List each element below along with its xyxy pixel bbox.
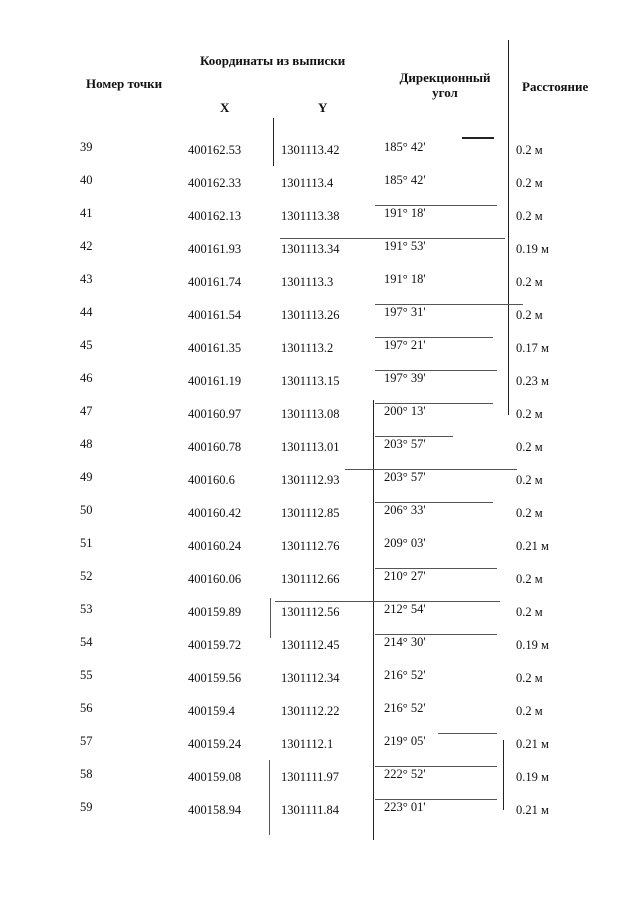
x-value: 400159.56 [188, 671, 242, 685]
direction-angle: 209° 03' [384, 536, 426, 550]
point-number: 56 [80, 701, 93, 715]
y-value: 1301112.56 [281, 605, 340, 619]
y-value: 1301112.1 [281, 737, 334, 751]
distance: 0.2 м [516, 407, 543, 421]
point-number: 50 [80, 503, 93, 517]
table-row [0, 140, 639, 173]
table-row [0, 668, 639, 701]
distance: 0.17 м [516, 341, 549, 355]
point-number: 42 [80, 239, 93, 253]
header-coordinates: Координаты из выписки [200, 53, 346, 68]
header-y: Y [318, 100, 328, 115]
point-number: 46 [80, 371, 93, 385]
y-value: 1301113.38 [281, 209, 340, 223]
direction-angle: 216° 52' [384, 701, 426, 715]
distance: 0.2 м [516, 143, 543, 157]
distance: 0.2 м [516, 605, 543, 619]
point-number: 43 [80, 272, 93, 286]
table-row [0, 371, 639, 404]
point-number: 55 [80, 668, 93, 682]
y-value: 1301111.97 [281, 770, 339, 784]
y-value: 1301113.01 [281, 440, 340, 454]
distance: 0.23 м [516, 374, 549, 388]
direction-angle: 200° 13' [384, 404, 426, 418]
distance: 0.19 м [516, 638, 549, 652]
header-direction-angle-line1: Дирекционный [399, 70, 491, 85]
direction-angle: 185° 42' [384, 173, 426, 187]
x-value: 400161.54 [188, 308, 242, 322]
table-row [0, 569, 639, 602]
point-number: 58 [80, 767, 93, 781]
y-value: 1301112.85 [281, 506, 340, 520]
header-point-number: Номер точки [86, 76, 163, 91]
distance: 0.2 м [516, 176, 543, 190]
direction-angle: 185° 42' [384, 140, 426, 154]
x-value: 400160.06 [188, 572, 242, 586]
direction-angle: 212° 54' [384, 602, 426, 616]
point-number: 45 [80, 338, 93, 352]
table-row [0, 239, 639, 272]
y-value: 1301113.4 [281, 176, 334, 190]
y-value: 1301112.66 [281, 572, 340, 586]
point-number: 39 [80, 140, 93, 154]
point-number: 40 [80, 173, 93, 187]
x-value: 400158.94 [188, 803, 242, 817]
x-value: 400161.93 [188, 242, 242, 256]
table-row [0, 602, 639, 635]
table-row [0, 734, 639, 767]
table-row [0, 800, 639, 833]
header-direction-angle-line2: угол [432, 85, 458, 100]
table-row [0, 404, 639, 437]
point-number: 51 [80, 536, 93, 550]
direction-angle: 203° 57' [384, 437, 426, 451]
y-value: 1301113.34 [281, 242, 340, 256]
y-value: 1301113.26 [281, 308, 340, 322]
x-value: 400160.78 [188, 440, 242, 454]
x-value: 400162.13 [188, 209, 242, 223]
table-row [0, 536, 639, 569]
point-number: 53 [80, 602, 93, 616]
y-value: 1301112.93 [281, 473, 340, 487]
distance: 0.2 м [516, 572, 543, 586]
point-number: 54 [80, 635, 93, 649]
x-value: 400161.35 [188, 341, 242, 355]
x-value: 400159.24 [188, 737, 242, 751]
x-value: 400160.24 [188, 539, 242, 553]
x-value: 400161.19 [188, 374, 242, 388]
distance: 0.2 м [516, 209, 543, 223]
table-row [0, 338, 639, 371]
x-value: 400159.89 [188, 605, 242, 619]
table-row [0, 173, 639, 206]
y-value: 1301112.34 [281, 671, 340, 685]
header-distance: Расстояние [522, 79, 589, 94]
point-number: 59 [80, 800, 93, 814]
direction-angle: 223° 01' [384, 800, 426, 814]
point-number: 41 [80, 206, 93, 220]
x-value: 400160.97 [188, 407, 242, 421]
table-row [0, 470, 639, 503]
y-value: 1301111.84 [281, 803, 339, 817]
point-number: 57 [80, 734, 93, 748]
distance: 0.2 м [516, 473, 543, 487]
distance: 0.2 м [516, 671, 543, 685]
distance: 0.2 м [516, 308, 543, 322]
distance: 0.2 м [516, 506, 543, 520]
direction-angle: 210° 27' [384, 569, 426, 583]
x-value: 400162.53 [188, 143, 242, 157]
x-value: 400159.72 [188, 638, 242, 652]
x-value: 400159.4 [188, 704, 235, 718]
x-value: 400159.08 [188, 770, 242, 784]
distance: 0.2 м [516, 275, 543, 289]
table-row [0, 503, 639, 536]
y-value: 1301112.22 [281, 704, 340, 718]
distance: 0.19 м [516, 770, 549, 784]
distance: 0.21 м [516, 539, 549, 553]
y-value: 1301113.15 [281, 374, 340, 388]
x-value: 400160.42 [188, 506, 242, 520]
point-number: 49 [80, 470, 93, 484]
distance: 0.21 м [516, 803, 549, 817]
y-value: 1301113.42 [281, 143, 340, 157]
table-row [0, 635, 639, 668]
direction-angle: 219° 05' [384, 734, 426, 748]
distance: 0.21 м [516, 737, 549, 751]
x-value: 400160.6 [188, 473, 235, 487]
distance: 0.2 м [516, 440, 543, 454]
point-number: 52 [80, 569, 93, 583]
table-row [0, 272, 639, 305]
table-row [0, 701, 639, 734]
direction-angle: 222° 52' [384, 767, 426, 781]
distance: 0.2 м [516, 704, 543, 718]
table-row [0, 206, 639, 239]
table-row [0, 767, 639, 800]
direction-angle: 203° 57' [384, 470, 426, 484]
point-number: 47 [80, 404, 93, 418]
y-value: 1301113.2 [281, 341, 334, 355]
direction-angle: 191° 53' [384, 239, 426, 253]
direction-angle: 191° 18' [384, 272, 426, 286]
header-x: X [220, 100, 230, 115]
point-number: 48 [80, 437, 93, 451]
distance: 0.19 м [516, 242, 549, 256]
y-value: 1301112.76 [281, 539, 340, 553]
direction-angle: 197° 31' [384, 305, 426, 319]
x-value: 400162.33 [188, 176, 242, 190]
direction-angle: 206° 33' [384, 503, 426, 517]
table-row [0, 437, 639, 470]
x-value: 400161.74 [188, 275, 242, 289]
direction-angle: 216° 52' [384, 668, 426, 682]
direction-angle: 197° 39' [384, 371, 426, 385]
y-value: 1301112.45 [281, 638, 340, 652]
direction-angle: 214° 30' [384, 635, 426, 649]
direction-angle: 197° 21' [384, 338, 426, 352]
y-value: 1301113.08 [281, 407, 340, 421]
table-row [0, 305, 639, 338]
direction-angle: 191° 18' [384, 206, 426, 220]
point-number: 44 [80, 305, 93, 319]
y-value: 1301113.3 [281, 275, 334, 289]
